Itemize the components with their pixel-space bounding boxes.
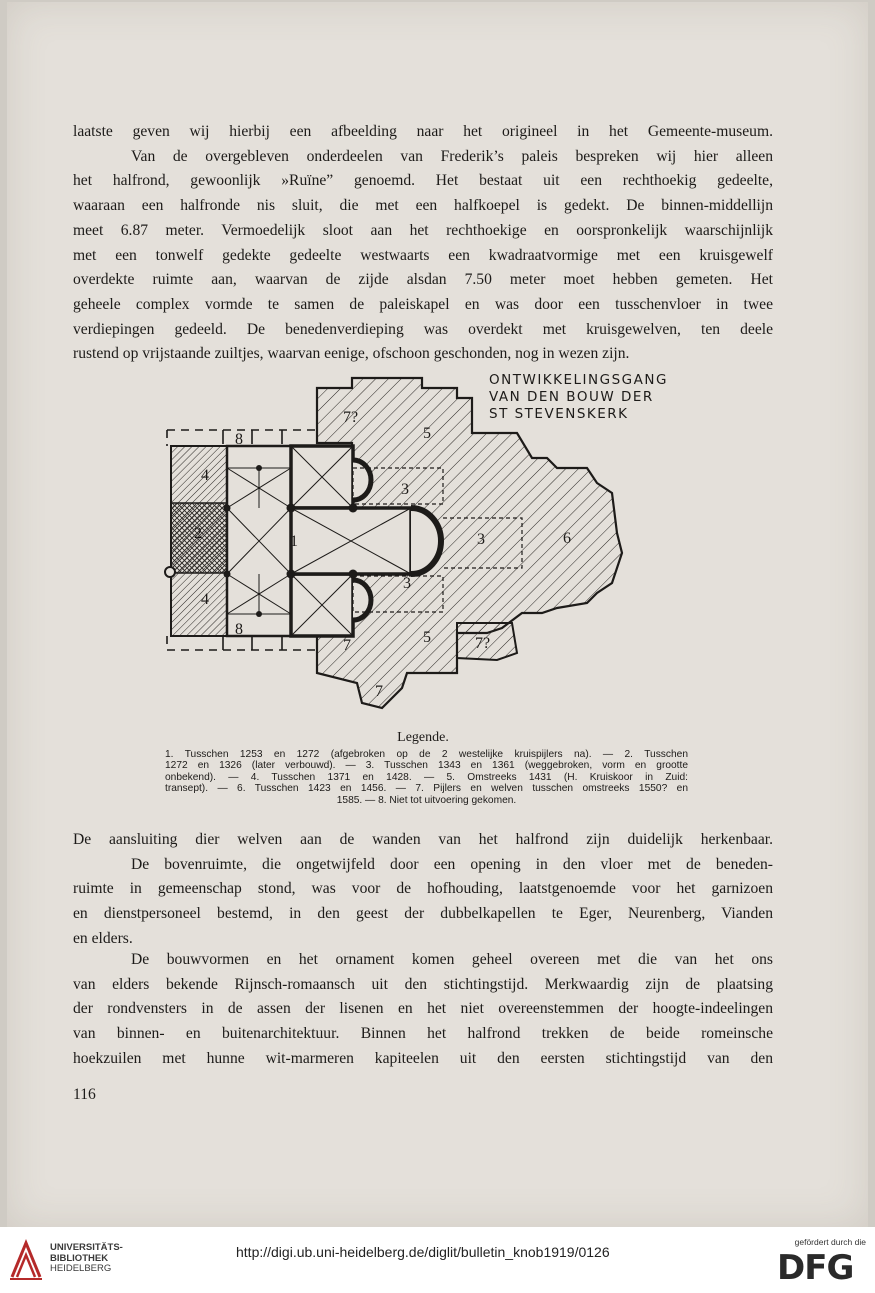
text-line: het halfrond, gewoonlijk »Ruïne” genoemd. Het bestaat uit een rechthoekig gedeelte, bbox=[73, 172, 773, 190]
plan-title-line: ST STEVENSKERK bbox=[489, 406, 629, 422]
text-line: De bouwvormen en het ornament komen geheel overeen met die van het ons bbox=[131, 951, 773, 968]
text-line: met een tonwelf gedekte gedeelte westwaarts een kwadraatvormige met een kruisgewelf bbox=[73, 246, 773, 264]
plan-label: 7 bbox=[343, 637, 351, 654]
plan-label: 3 bbox=[477, 531, 485, 548]
plan-title bbox=[489, 372, 699, 423]
library-name[interactable] bbox=[50, 1243, 123, 1275]
text-line: laatste geven wij hierbij een afbeelding naar het origineel in het Gemeente-museum. bbox=[73, 123, 773, 140]
funding-note: gefördert durch die bbox=[794, 1237, 866, 1247]
plan-title-line: VAN DEN BOUW DER bbox=[489, 389, 654, 405]
text-line: waaraan een halfronde nis sluit, die met een halfkoepel is gedekt. De binnen-middellijn bbox=[73, 197, 773, 215]
plan-label: 8 bbox=[235, 621, 243, 638]
page-number: 116 bbox=[73, 1086, 96, 1103]
legend-line: transept). — 6. Tusschen 1423 en 1456. — 7. Pijlers en welven tusschen omstreeks 1550? en bbox=[165, 783, 688, 795]
footer-bar bbox=[0, 1227, 875, 1293]
text-line: van elders bekende Rijnsch-romaansch uit den stichtingstijd. Merkwaardig zijn de plaatsing bbox=[73, 975, 773, 993]
legend-line: 1585. — 8. Niet tot uitvoering gekomen. bbox=[336, 794, 517, 806]
plan-label: 3 bbox=[401, 481, 409, 498]
library-name-line: HEIDELBERG bbox=[50, 1263, 112, 1274]
paragraph-3 bbox=[73, 948, 773, 1072]
text-line: De bovenruimte, die ongetwijfeld door een opening in den vloer met de beneden- bbox=[131, 855, 773, 873]
plan-label: 5 bbox=[423, 425, 431, 442]
dfg-logo[interactable]: DFG bbox=[777, 1248, 854, 1288]
text-line: overdekte ruimte aan, waarvan de zijde alsdan 7.50 meter moet hebben gemeten. Het bbox=[73, 271, 773, 289]
legend-title: Legende. bbox=[397, 730, 449, 745]
text-line: van binnen- en buitenarchitektuur. Binnen het halfrond trekken de beide romeinsche bbox=[73, 1025, 773, 1043]
floor-plan-figure bbox=[157, 368, 697, 720]
text-line: geheele complex vormde te samen de paleiskapel en was door een tusschenvloer in twee bbox=[73, 295, 773, 313]
text-line: der rondvensters in de assen der lisenen en het niet overeenstemmen der hoogte-indeelingen bbox=[73, 1000, 773, 1018]
legend-line: onbekend). — 4. Tusschen 1371 en 1428. — 5. Omstreeks 1431 (H. Kruiskoor in Zuid: bbox=[165, 771, 688, 783]
text-line: meet 6.87 meter. Vermoedelijk sloot aan het rechthoekige en oorspronkelijk waarschijnlijk bbox=[73, 221, 773, 239]
university-library-logo-icon[interactable] bbox=[8, 1237, 44, 1283]
document-url-link[interactable]: http://digi.ub.uni-heidelberg.de/diglit/bulletin_knob1919/0126 bbox=[236, 1244, 610, 1260]
plan-label: 2 bbox=[194, 525, 202, 542]
plan-label: 1 bbox=[290, 533, 298, 550]
paragraph-1 bbox=[73, 120, 773, 367]
legend-text bbox=[165, 749, 688, 806]
library-name-line: UNIVERSITÄTS- bbox=[50, 1242, 123, 1253]
plan-title-line: ONTWIKKELINGSGANG bbox=[489, 372, 668, 388]
text-line: ruimte in gemeenschap stond, was voor de hofhouding, laatstgenoemde voor het garnizoen bbox=[73, 880, 773, 898]
paragraph-2 bbox=[73, 828, 773, 952]
plan-label: 5 bbox=[423, 629, 431, 646]
text-line: verdiepingen gedeeld. De benedenverdieping was overdekt met kruisgewelven, ten deele bbox=[73, 320, 773, 338]
plan-label: 7? bbox=[475, 635, 491, 652]
plan-label: 7 bbox=[375, 683, 383, 700]
scanned-page bbox=[7, 2, 868, 1227]
plan-label: 7? bbox=[343, 409, 359, 426]
plan-label: 6 bbox=[563, 530, 571, 547]
library-name-line: BIBLIOTHEK bbox=[50, 1252, 109, 1264]
text-line: hoekzuilen met hunne wit-marmeren kapiteelen uit den eersten stichtingstijd van den bbox=[73, 1049, 773, 1067]
text-line: rustend op vrijstaande zuiltjes, waarvan eenige, ofschoon geschonden, nog in wezen zijn. bbox=[73, 345, 630, 363]
plan-label: 4 bbox=[201, 467, 209, 484]
text-line: en elders. bbox=[73, 929, 133, 947]
plan-label: 8 bbox=[235, 431, 243, 448]
text-line: en dienstpersoneel bestemd, in den geest der dubbelkapellen te Eger, Neurenberg, Vianden bbox=[73, 905, 773, 923]
legend-line: 1272 en 1326 (later verbouwd). — 3. Tusschen 1343 en 1361 (weggebroken, vorm en grootte bbox=[165, 760, 688, 772]
plan-label: 4 bbox=[201, 591, 209, 608]
text-line: De aansluiting dier welven aan de wanden van het halfrond zijn duidelijk herkenbaar. bbox=[73, 831, 773, 848]
text-line: Van de overgebleven onderdeelen van Frederik’s paleis bespreken wij hier alleen bbox=[131, 147, 773, 165]
plan-label: 3 bbox=[403, 575, 411, 592]
legend-line: 1. Tusschen 1253 en 1272 (afgebroken op de 2 westelijke kruispijlers na). — 2. Tusschen bbox=[165, 749, 688, 760]
